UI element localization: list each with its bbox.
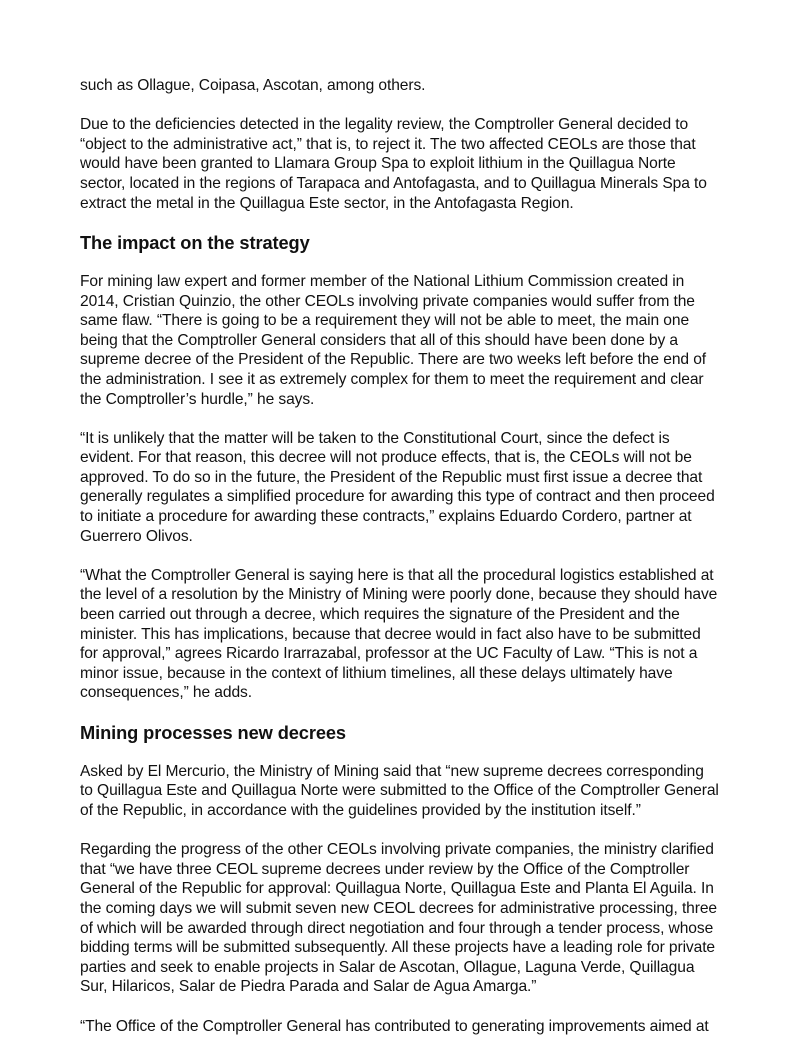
section-heading-impact: The impact on the strategy (80, 231, 310, 253)
paragraph-comptroller-contribution: “The Office of the Comptroller General has contributed to generating improvements aimed at (80, 1017, 709, 1035)
paragraph-continuation: such as Ollague, Coipasa, Ascotan, among others. (80, 77, 426, 94)
section-heading-mining-decrees: Mining processes new decrees (80, 721, 346, 743)
paragraph-comptroller-objection: Due to the deficiencies detected in the legality review, the Comptroller General decided to “object to the administrative act,” that is, to reject it. The two affected CEOLs are those that would have been granted to Llamara Group Spa to exploit lithium in the Quillagua Norte sector, located in the regions of Tarapaca and Antofagasta, and to Quillagua Minerals Spa to extract the metal in the Quillagua Este sector, in the Antofagasta Region. (80, 116, 707, 212)
paragraph-irarrazabal-quote: “What the Comptroller General is saying here is that all the procedural logistics established at the level of a resolution by the Ministry of Mining were poorly done, because they should have been carried out through a decree, which requires the signature of the President and the minister. This has implications, because that decree would in fact also have to be submitted for approval,” agrees Ricardo Irarrazabal, professor at the UC Faculty of Law. “This is not a minor issue, because in the context of lithium timelines, all these delays ultimately have consequences,” he adds. (80, 566, 718, 702)
paragraph-cordero-quote: “It is unlikely that the matter will be taken to the Constitutional Court, since the defect is evident. For that reason, this decree will not produce effects, that is, the CEOLs will not be approved. To do so in the future, the President of the Republic must first issue a decree that generally regulates a simplified procedure for awarding this type of contract and then proceed to initiate a procedure for awarding these contracts,” explains Eduardo Cordero, partner at Guerrero Olivos. (80, 429, 715, 545)
paragraph-quinzio-quote: For mining law expert and former member of the National Lithium Commission created in 2014, Cristian Quinzio, the other CEOLs involving private companies would suffer from the same flaw. “There is going to be a requirement they will not be able to meet, the main one being that the Comptroller General considers that all of this should have been done by a supreme decree of the President of the Republic. There are two weeks left before the end of the administration. I see it as extremely complex for them to meet the requirement and clear the Comptroller’s hurdle,” he says. (80, 272, 706, 408)
document-page (80, 76, 720, 1056)
paragraph-ceol-progress: Regarding the progress of the other CEOLs involving private companies, the ministry clarified that “we have three CEOL supreme decrees under review by the Office of the Comptroller General of the Republic for approval: Quillagua Norte, Quillagua Este and Planta El Aguila. In the coming days we will submit seven new CEOL decrees for administrative processing, three of which will be awarded through direct negotiation and four through a tender process, whose bidding terms will be submitted subsequently. All these projects have a leading role for private parties and seek to enable projects in Salar de Ascotan, Ollague, Laguna Verde, Quillagua Sur, Hilaricos, Salar de Piedra Parada and Salar de Agua Amarga.” (80, 841, 717, 996)
paragraph-ministry-statement: Asked by El Mercurio, the Ministry of Mining said that “new supreme decrees corresponding to Quillagua Este and Quillagua Norte were submitted to the Office of the Comptroller General of the Republic, in accordance with the guidelines provided by the institution itself.” (80, 762, 719, 819)
